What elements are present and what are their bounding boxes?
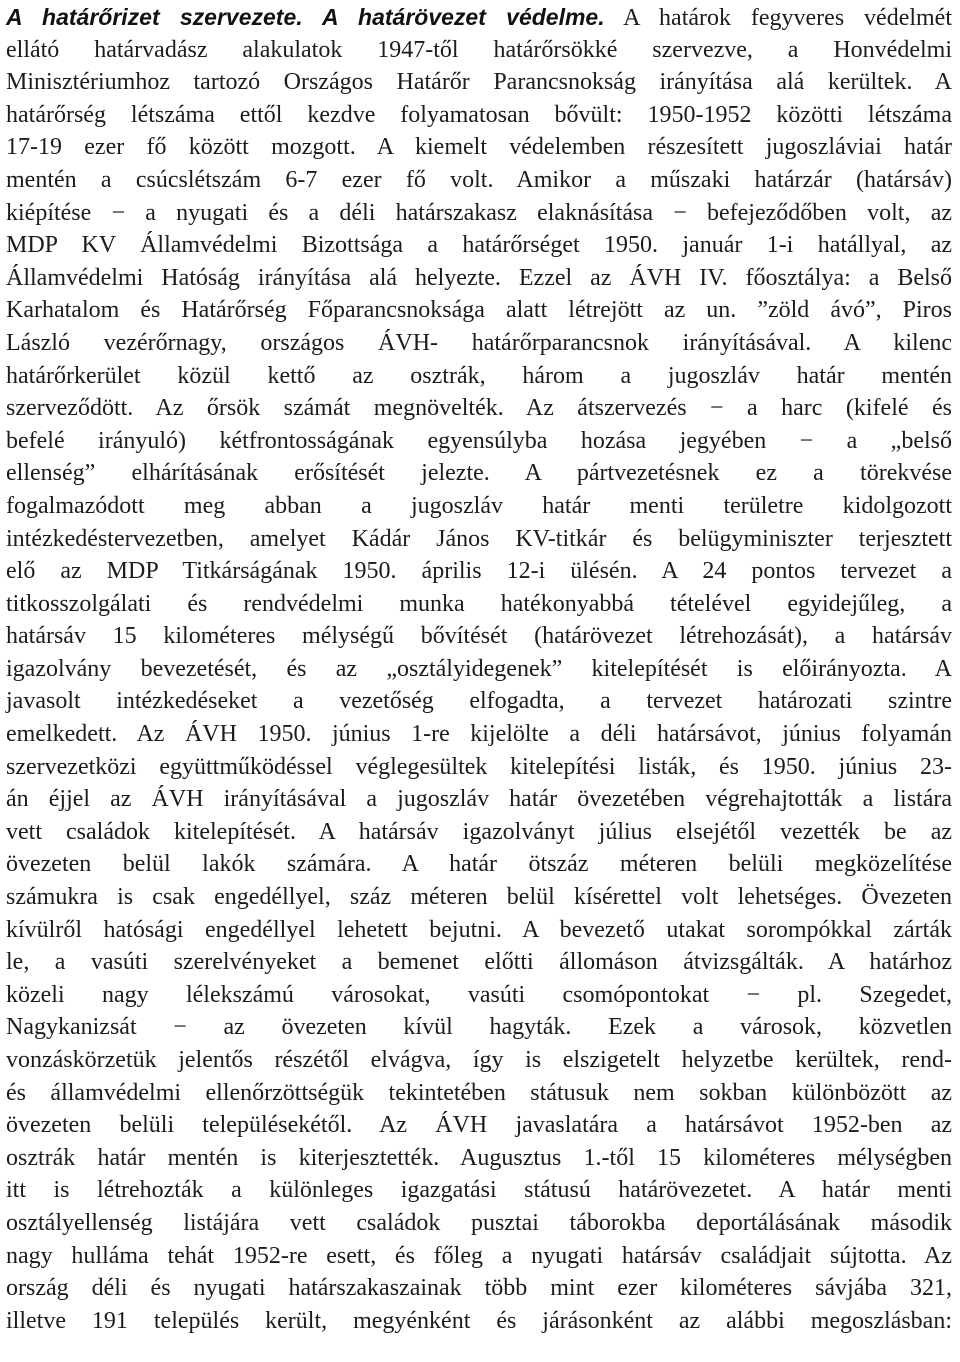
text-line-39: nagy hulláma tehát 1952-re esett, és főleg a nyugati határsáv családjait sújtotta. Az [6, 1242, 952, 1269]
text-line-32: Nagykanizsát − az övezeten kívül hagyták. Ezek a városok, közvetlen [6, 1014, 952, 1041]
text-line-3: Minisztériumhoz tartozó Országos Határőr Parancsnokság irányítása alá kerültek. A [6, 69, 952, 96]
text-line-12: határőrkerület közül kettő az osztrák, három a jugoszláv határ mentén [6, 362, 952, 389]
text-line-38: osztályellenség listájára vett családok pusztai táborokba deportálásának második [6, 1209, 952, 1236]
text-line-25: án éjjel az ÁVH irányításával a jugoszláv határ övezetében végrehajtották a listára [6, 786, 952, 813]
text-line-17: intézkedéstervezetben, amelyet Kádár János KV-titkár és belügyminiszter terjesztett [6, 525, 952, 552]
text-line-2: ellátó határvadász alakulatok 1947-től határőrsökké szervezve, a Honvédelmi [6, 36, 952, 63]
text-line-23: emelkedett. Az ÁVH 1950. június 1-re kijelölte a déli határsávot, június folyamán [6, 721, 952, 748]
text-line-15: ellenség” elhárításának erősítését jelezte. A pártvezetésnek ez a törekvése [6, 460, 952, 487]
text-line-29: kívülről hatósági engedéllyel lehetett bejutni. A bevezető utakat sorompókkal zárták [6, 916, 952, 943]
text-line-20: határsáv 15 kilométeres mélységű bővítését (határövezet létrehozását), a határsáv [6, 623, 952, 650]
text-line-8: MDP KV Államvédelmi Bizottsága a határőrséget 1950. január 1-i hatállyal, az [6, 232, 952, 259]
text-line-1 [6, 1, 952, 34]
text-line-40: ország déli és nyugati határszakaszainak több mint ezer kilométeres sávjába 321, [6, 1275, 952, 1302]
text-line-34: és államvédelmi ellenőrzöttségük tekintetében státusuk nem sokban különbözött az [6, 1079, 952, 1106]
text-line-9: Államvédelmi Hatóság irányítása alá helyezte. Ezzel az ÁVH IV. főosztálya: a Belső [6, 264, 952, 291]
section-heading: A határőrizet szervezete. A határövezet védelme. [6, 4, 605, 30]
text-line-14: befelé irányuló) kétfrontosságának egyensúlyba hozása jegyében − a „belső [6, 427, 952, 454]
text-line-41: illetve 191 település került, megyénként és járásonként az alábbi megoszlásban: [6, 1307, 952, 1334]
text-line-4: határőrség létszáma ettől kezdve folyamatosan bővült: 1950-1952 közötti létszáma [6, 101, 952, 128]
text-line-1-rest: A határok fegyveres védelmét [604, 5, 953, 31]
text-line-37: itt is létrehozták a különleges igazgatási státusú határövezetet. A határ menti [6, 1177, 952, 1204]
text-line-6: mentén a csúcslétszám 6-7 ezer fő volt. Amikor a műszaki határzár (határsáv) [6, 166, 952, 193]
text-line-33: vonzáskörzetük jelentős részétől elvágva, így is elszigetelt helyzetbe kerültek, rend- [6, 1047, 952, 1073]
text-line-21: igazolvány bevezetését, és az „osztályidegenek” kitelepítését is előirányozta. A [6, 655, 952, 682]
text-line-27: övezeten belül lakók számára. A határ ötszáz méteren belüli megközelítése [6, 851, 952, 878]
text-line-10: Karhatalom és Határőrség Főparancsnoksága alatt létrejött az un. ”zöld ávó”, Piros [6, 297, 952, 324]
document-page [0, 1, 960, 1362]
text-line-28: számukra is csak engedéllyel, száz méteren belül kísérettel volt lehetséges. Övezeten [6, 884, 952, 911]
text-line-36: osztrák határ mentén is kiterjesztették. Augusztus 1.-től 15 kilométeres mélységben [6, 1144, 952, 1171]
text-line-11: László vezérőrnagy, országos ÁVH- határőrparancsnok irányításával. A kilenc [6, 329, 952, 356]
text-line-22: javasolt intézkedéseket a vezetőség elfogadta, a tervezet határozati szintre [6, 688, 952, 715]
text-line-30: le, a vasúti szerelvényeket a bemenet előtti állomáson átvizsgálták. A határhoz [6, 949, 952, 976]
text-line-5: 17-19 ezer fő között mozgott. A kiemelt védelemben részesített jugoszláviai határ [6, 134, 952, 161]
text-line-13: szerveződött. Az őrsök számát megnövelték. Az átszervezés − a harc (kifelé és [6, 395, 952, 422]
text-line-26: vett családok kitelepítését. A határsáv igazolványt július elsejétől vezették be az [6, 818, 952, 845]
text-line-18: elő az MDP Titkárságának 1950. április 12-i ülésén. A 24 pontos tervezet a [6, 558, 952, 585]
text-line-7: kiépítése − a nyugati és a déli határszakasz elaknásítása − befejeződőben volt, az [6, 199, 952, 226]
text-line-31: közeli nagy lélekszámú városokat, vasúti csomópontokat − pl. Szegedet, [6, 981, 952, 1008]
text-line-24: szervezetközi együttműködéssel véglegesültek kitelepítési listák, és 1950. június 23- [6, 753, 952, 780]
text-line-19: titkosszolgálati és rendvédelmi munka hatékonyabbá tételével egyidejűleg, a [6, 590, 952, 617]
text-line-16: fogalmazódott meg abban a jugoszláv határ menti területre kidolgozott [6, 492, 952, 519]
text-line-35: övezeten belüli településekétől. Az ÁVH javaslatára a határsávot 1952-ben az [6, 1112, 952, 1139]
